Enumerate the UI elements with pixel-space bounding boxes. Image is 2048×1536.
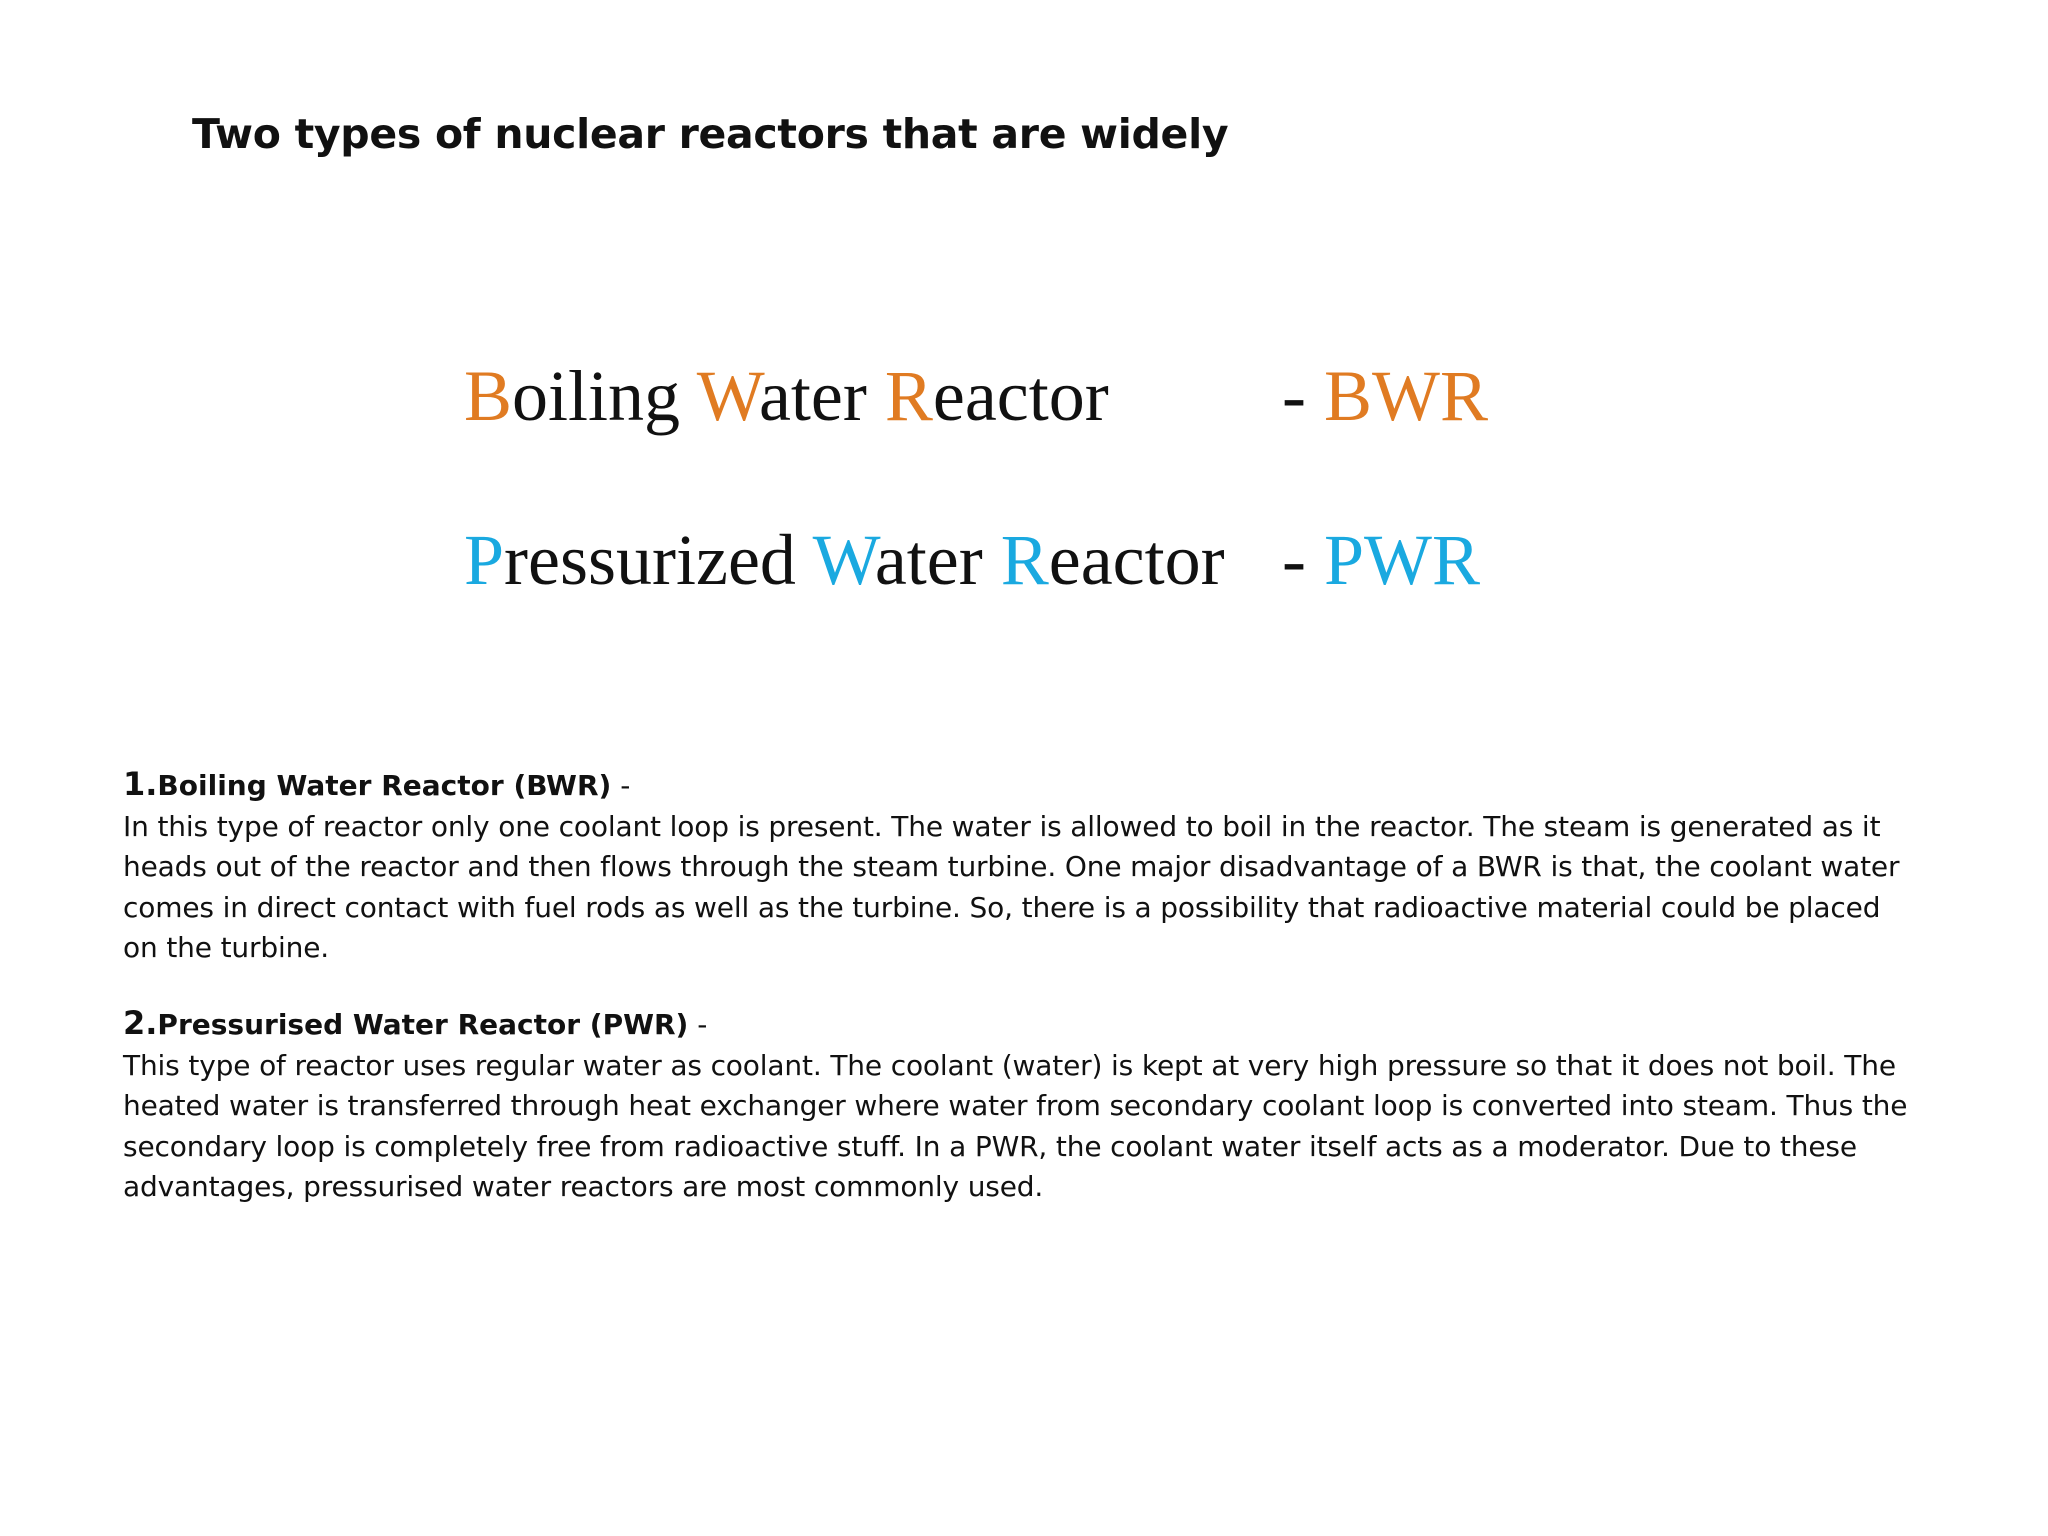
reactor-word-rest: ater [874,520,1001,600]
abbr-text: BWR [1323,356,1488,436]
reactor-word-rest: oiling [512,356,697,436]
section-pwr [123,1003,1923,1208]
abbr-text: PWR [1323,520,1481,600]
reactor-name-pwr [464,520,1225,600]
reactor-word-rest: eactor [1048,520,1225,600]
reactor-initial: W [696,356,759,436]
reactor-word-rest: eactor [932,356,1109,436]
reactor-abbr-pwr [1282,520,1481,600]
section-heading-text: Pressurised Water Reactor (PWR) [157,1008,689,1041]
reactor-name-bwr [464,356,1109,436]
section-heading-text: Boiling Water Reactor (BWR) [157,769,612,802]
section-body: In this type of reactor only one coolant loop is present. The water is allowed to boil in the reactor. The steam is generated as it heads out of the reactor and then flows through the steam turbine. One major disadvantage of a BWR is that, the coolant water comes in direct contact with fuel rods as well as the turbine. So, there is a possibility that radioactive material could be placed on the turbine. [123,809,1900,965]
reactor-initial: R [1000,520,1049,600]
reactor-word-rest: ater [758,356,885,436]
reactor-initial: R [884,356,933,436]
section-heading-dash: - [688,1008,708,1041]
section-heading [123,764,1923,807]
reactor-word-rest: ressurized [504,520,813,600]
abbr-dash: - [1282,520,1324,600]
section-heading [123,1003,1923,1046]
section-number: 1. [123,765,158,803]
slide-title: Two types of nuclear reactors that are widely [192,110,1229,158]
reactor-initial: P [464,520,505,600]
section-bwr [123,764,1923,969]
abbr-dash: - [1282,356,1324,436]
reactor-abbr-bwr [1282,356,1488,436]
reactor-initial: B [464,356,513,436]
section-number: 2. [123,1004,158,1042]
section-heading-dash: - [611,769,631,802]
reactor-initial: W [812,520,875,600]
section-body: This type of reactor uses regular water as coolant. The coolant (water) is kept at very high pressure so that it does not boil. The heated water is transferred through heat exchanger where water from secondary coolant loop is converted into steam. Thus the secondary loop is completely free from radioactive stuff. In a PWR, the coolant water itself acts as a moderator. Due to these advantages, pressurised water reactors are most commonly used. [123,1048,1908,1204]
